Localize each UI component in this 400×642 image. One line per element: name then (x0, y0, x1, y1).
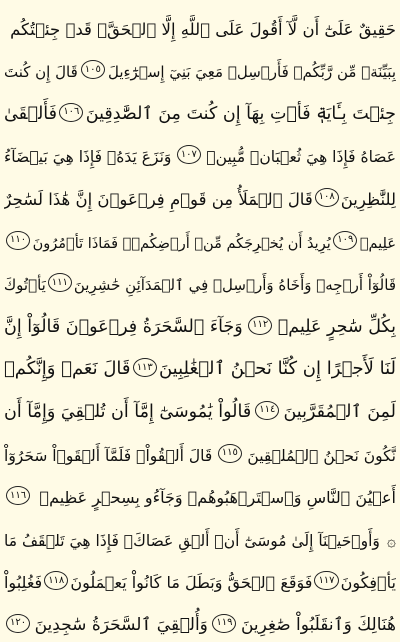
verse-text: قَالُواْ يَٰمُوسَىٰٓ إِمَّآ أَن تُلۡقِيَ وَإِمَّآ أَن (4, 401, 252, 422)
verse-text: بِكُلِّ سَٰحِرٍ عَلِيمٖ (277, 316, 396, 337)
verse-text: فَأَلۡقَىٰ (4, 103, 57, 124)
verse-text: وَجَآءَ ٱلسَّحَرَةُ فِرۡعَوۡنَ قَالُوٓاْ إِنَّ (4, 316, 243, 337)
ayah-number-marker: ١١٨ (44, 571, 68, 590)
ayah-number-marker: ١٠٦ (59, 103, 83, 122)
verse-text: جِئۡتَ بِـَٔايَةٖ فَأۡتِ بِهَآ إِن كُنتَ مِنَ ٱلصَّٰدِقِينَ (85, 103, 396, 124)
ayah-number-marker: ١٠٧ (177, 145, 201, 164)
verse-text: قَالَ ٱلۡمَلَأُ مِن قَوۡمِ فِرۡعَوۡنَ إِنَّ هَٰذَا لَسَٰحِرٌ (4, 189, 313, 209)
verse-text: قَالَ أَلۡقُواْۖ فَلَمَّآ أَلۡقَوۡاْ سَحَرُوٓاْ (4, 446, 213, 465)
verse-text: فَوَقَعَ ٱلۡحَقُّ وَبَطَلَ مَا كَانُواْ يَعۡمَلُونَ (70, 573, 313, 593)
verse-text: قَالَ نَعَمۡ وَإِنَّكُمۡ (4, 358, 131, 380)
hizb-quarter-marker: ۞ (386, 531, 396, 550)
verse-text: عَصَاهُ فَإِذَا هِيَ ثُعۡبَانٞ مُّبِينٞ (206, 148, 396, 167)
verse-line (4, 598, 396, 641)
ayah-number-marker: ١١٤ (255, 401, 279, 420)
verse-text: لِلنَّٰظِرِينَ (340, 189, 396, 209)
verse-text: وَأَوۡحَيۡنَآ إِلَىٰ مُوسَىٰٓ أَنۡ أَلۡقِ عَصَاكَۖ فَإِذَا هِيَ تَلۡقَفُ مَا (4, 531, 380, 550)
verse-text: يَأۡتُوكَ (4, 276, 46, 295)
ayah-number-marker: ١١٥ (218, 444, 242, 463)
ayah-number-marker: ١٢٠ (6, 614, 30, 633)
ayah-number-marker: ١١٣ (133, 358, 157, 377)
verse-line (4, 471, 396, 514)
verse-line (4, 300, 396, 343)
verse-text: فَغُلِبُواْ (4, 573, 43, 593)
verse-line (4, 172, 396, 215)
verse-line (4, 513, 396, 556)
ayah-number-marker: ١١٠ (6, 231, 30, 250)
ayah-number-marker: ١١٦ (6, 486, 30, 505)
verse-text: نَّكُونَ نَحۡنُ ٱلۡمُلۡقِينَ (247, 446, 396, 465)
verse-line (4, 258, 396, 301)
verse-line (4, 2, 396, 45)
ayah-number-marker: ١١٢ (248, 316, 272, 335)
verse-text: قَالَ إِن كُنتَ (4, 63, 78, 82)
verse-text: أَعۡيُنَ ٱلنَّاسِ وَٱسۡتَرۡهَبُوهُمۡ وَجَآءُو بِسِحۡرٍ عَظِيمٖ (39, 488, 396, 508)
verse-line (4, 215, 396, 258)
verse-line (4, 87, 396, 130)
verse-line (4, 385, 396, 428)
ayah-number-marker: ١٠٥ (81, 60, 105, 79)
verse-text: هُنَالِكَ وَٱنقَلَبُواْ صَٰغِرِينَ (240, 614, 396, 635)
verse-text: يُرِيدُ أَن يُخۡرِجَكُم مِّنۡ أَرۡضِكُمۡۖ فَمَاذَا تَأۡمُرُونَ (32, 235, 331, 252)
verse-text: عَلِيمٞ (359, 235, 396, 252)
verse-text: قَالُوٓاْ أَرۡجِهۡ وَأَخَاهُ وَأَرۡسِلۡ فِي ٱلۡمَدَآئِنِ حَٰشِرِينَ (73, 276, 396, 295)
verse-text: لَنَا لَأَجۡرًا إِن كُنَّا نَحۡنُ ٱلۡغَٰلِبِينَ (158, 358, 396, 380)
ayah-number-marker: ١١١ (48, 273, 72, 292)
verse-text: بِبَيِّنَةٖ مِّن رَّبِّكُمۡ فَأَرۡسِلۡ مَعِيَ بَنِيٓ إِسۡرَٰٓءِيلَ (107, 63, 396, 82)
verse-text: وَأُلۡقِيَ ٱلسَّحَرَةُ سَٰجِدِينَ (34, 614, 208, 635)
ayah-number-marker: ١٠٨ (315, 188, 339, 207)
verse-text: وَنَزَعَ يَدَهُۥ فَإِذَا هِيَ بَيۡضَآءُ (4, 148, 172, 167)
ayah-number-marker: ١٠٩ (333, 231, 357, 250)
verse-text: لَمِنَ ٱلۡمُقَرَّبِينَ (283, 401, 396, 422)
verse-text: حَقِيقٌ عَلَىٰٓ أَن لَّآ أَقُولَ عَلَى ٱللَّهِ إِلَّا ٱلۡحَقَّۚ قَدۡ جِئۡتُكُم (10, 19, 396, 39)
verse-line (4, 556, 396, 599)
verse-line (4, 343, 396, 386)
verse-text: يَأۡفِكُونَ (340, 573, 396, 593)
ayah-number-marker: ١١٧ (314, 571, 338, 590)
ayah-number-marker: ١١٩ (212, 614, 236, 633)
verse-line (4, 130, 396, 173)
verse-line (4, 45, 396, 88)
verse-line (4, 428, 396, 471)
